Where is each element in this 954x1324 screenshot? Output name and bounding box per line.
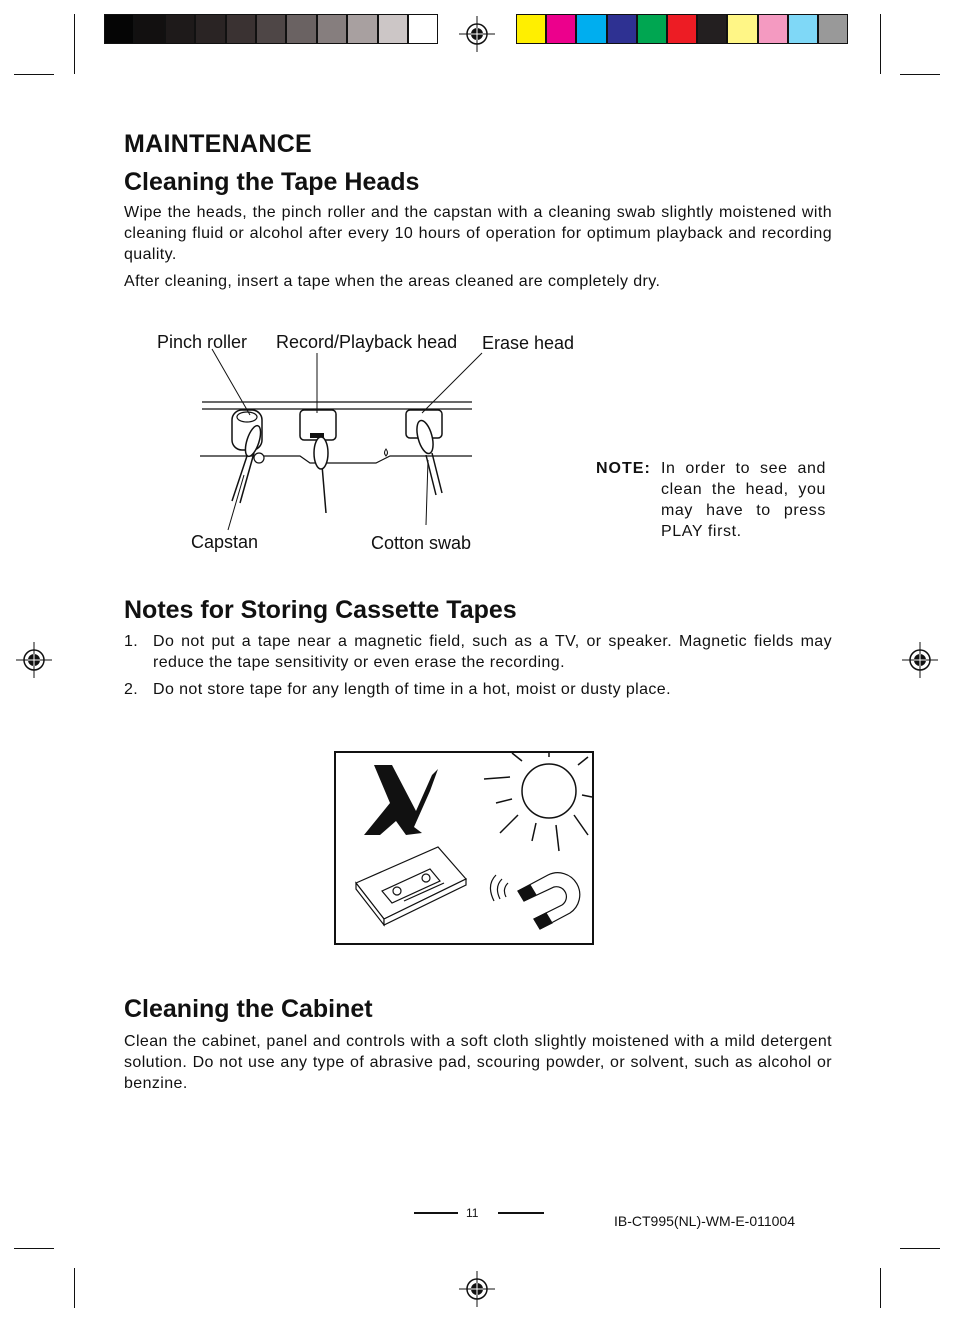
color-swatch xyxy=(667,14,697,44)
tape-heads-paragraph: Wipe the heads, the pinch roller and the capstan with a cleaning swab slightly moistened with cleaning fluid or alcohol after every 10 hours of operation for optimum playback and recording quality. xyxy=(124,204,832,263)
registration-mark-left-icon xyxy=(16,642,52,678)
label-record-playback-head: Record/Playback head xyxy=(276,332,458,352)
color-swatch xyxy=(134,14,164,44)
color-swatch xyxy=(317,14,347,44)
page-number: 11 xyxy=(466,1206,479,1220)
color-swatch xyxy=(256,14,286,44)
color-swatch xyxy=(637,14,667,44)
label-capstan: Capstan xyxy=(191,532,259,552)
cleaning-cabinet-paragraph: Clean the cabinet, panel and controls with a soft cloth slightly moistened with a mild detergent solution. Do not use any type of abrasive pad, scouring powder, or solvent, such as alcohol or benzine. xyxy=(124,1033,832,1092)
registration-mark-top-icon xyxy=(459,16,495,52)
color-swatch xyxy=(697,14,727,44)
color-swatch xyxy=(727,14,757,44)
color-swatch xyxy=(576,14,606,44)
color-swatch xyxy=(378,14,408,44)
list-item-text: Do not put a tape near a magnetic field, such as a TV, or speaker. Magnetic fields may reduce the tape sensitivity or even erase the recording. xyxy=(153,633,832,671)
registration-mark-bottom-icon xyxy=(459,1271,495,1307)
document-code: IB-CT995(NL)-WM-E-011004 xyxy=(614,1213,796,1229)
note-label: NOTE: xyxy=(596,460,651,477)
color-swatch xyxy=(546,14,576,44)
list-item-number: 1. xyxy=(124,633,139,650)
color-swatch xyxy=(195,14,225,44)
color-swatch xyxy=(347,14,377,44)
page-title: MAINTENANCE xyxy=(124,130,313,158)
storage-warning-illustration xyxy=(334,751,594,945)
color-swatch xyxy=(607,14,637,44)
section-title-storing-tapes: Notes for Storing Cassette Tapes xyxy=(124,596,517,624)
list-item-text: Do not store tape for any length of time in a hot, moist or dusty place. xyxy=(153,681,671,698)
color-swatch xyxy=(165,14,195,44)
color-swatch xyxy=(788,14,818,44)
registration-mark-right-icon xyxy=(902,642,938,678)
note-text: In order to see and clean the head, you may have to press PLAY first. xyxy=(661,460,826,540)
footer-rule-right xyxy=(498,1212,544,1214)
label-cotton-swab: Cotton swab xyxy=(371,533,472,553)
color-swatch xyxy=(516,14,546,44)
tape-heads-paragraph-dry: After cleaning, insert a tape when the areas cleaned are completely dry. xyxy=(124,273,661,290)
color-swatch xyxy=(226,14,256,44)
section-title-tape-heads: Cleaning the Tape Heads xyxy=(124,168,420,196)
color-swatch xyxy=(104,14,134,44)
color-swatch xyxy=(286,14,316,44)
section-title-cleaning-cabinet: Cleaning the Cabinet xyxy=(124,995,373,1023)
tape-head-diagram xyxy=(150,325,590,560)
color-swatch xyxy=(408,14,438,44)
label-erase-head: Erase head xyxy=(482,333,575,353)
color-swatch xyxy=(818,14,848,44)
label-pinch-roller: Pinch roller xyxy=(157,332,248,352)
footer-rule-left xyxy=(414,1212,458,1214)
list-item-number: 2. xyxy=(124,681,139,698)
color-swatch xyxy=(758,14,788,44)
